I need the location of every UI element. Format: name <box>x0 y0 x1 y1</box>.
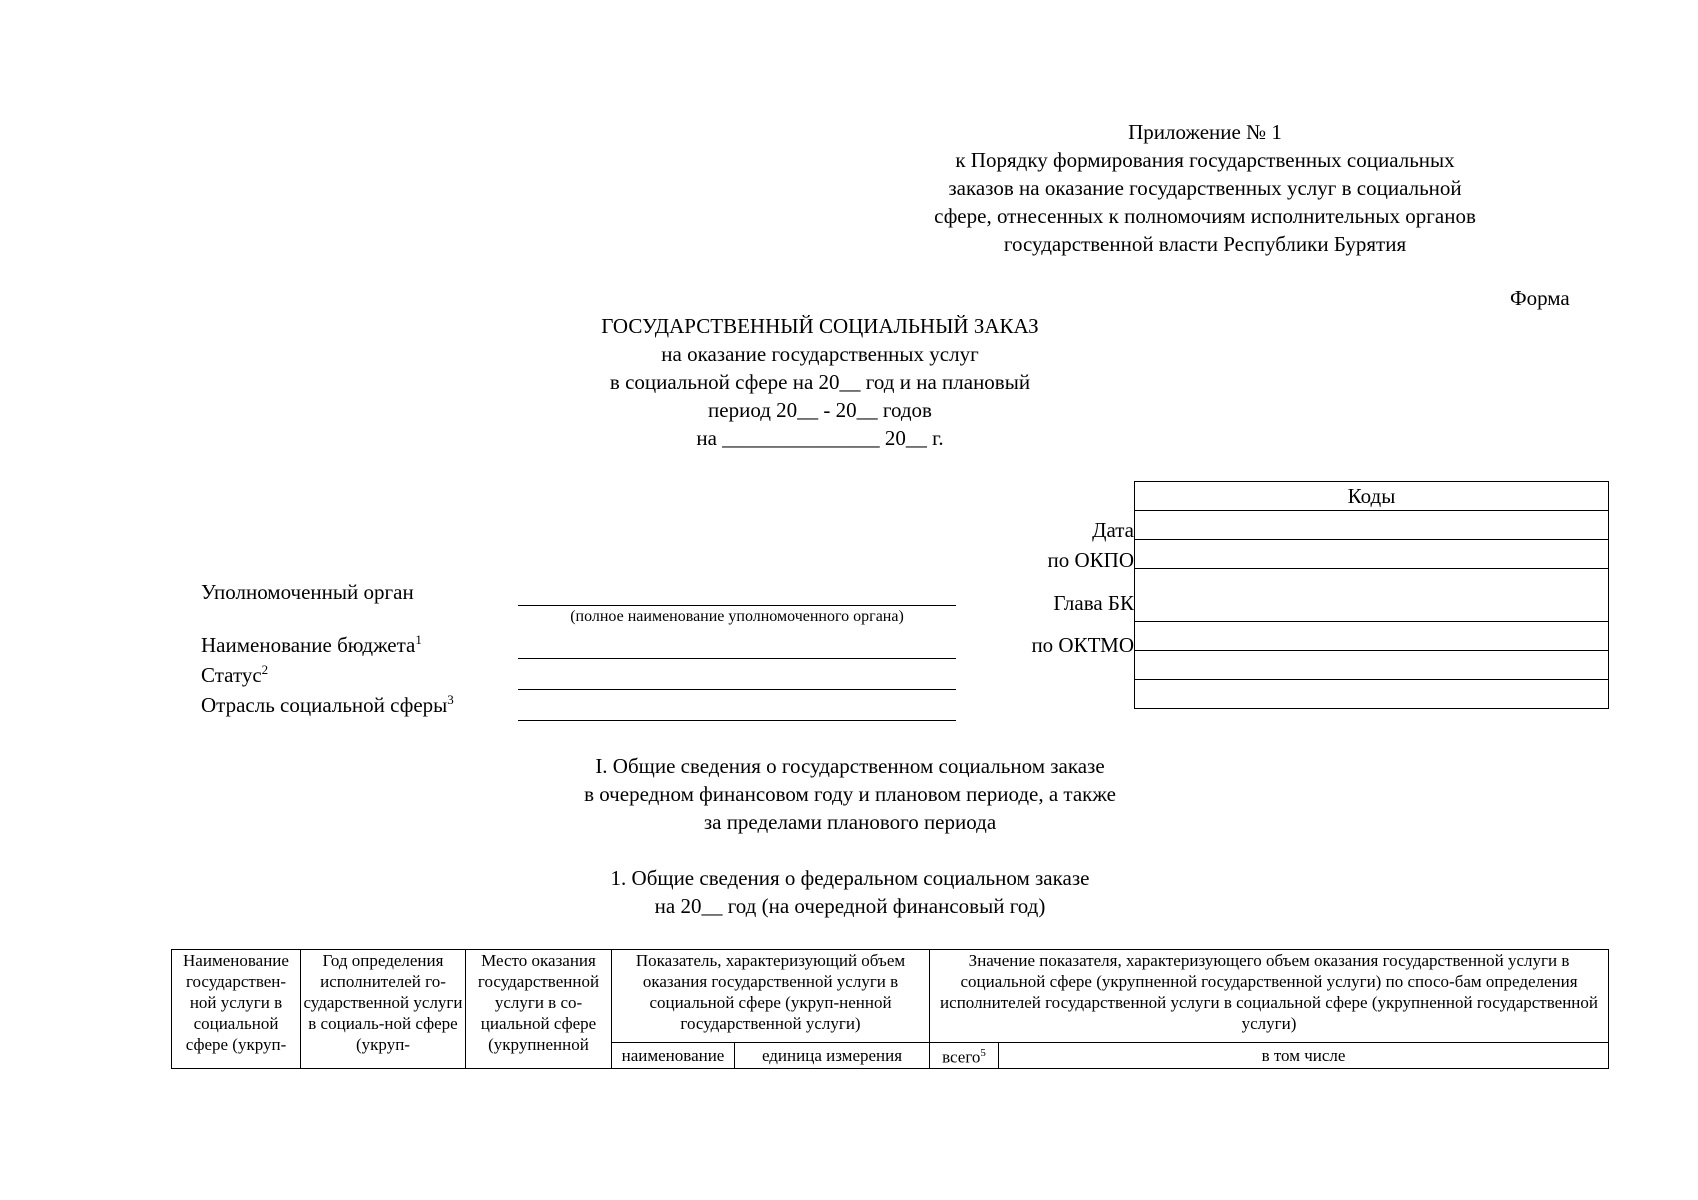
col-header-text: Место оказания государственной услуги в со-циальной сфере (укрупненной <box>477 951 600 1054</box>
budget-name-label <box>201 632 422 658</box>
subsection-heading <box>560 864 1140 920</box>
title-line: период 20__ - 20__ годов <box>708 398 932 422</box>
title-line: на _______________ 20__ г. <box>696 426 944 450</box>
codes-header: Коды <box>1135 482 1609 511</box>
section-line: за пределами планового периода <box>703 810 997 834</box>
status-label <box>201 662 268 688</box>
col-header-text: Наименование государствен-ной услуги в социальной сфере (укруп- <box>183 951 289 1054</box>
appendix-line: государственной власти Республики Бурятия <box>1003 232 1407 256</box>
section-line: в очередном финансовом году и плановом периоде, а также <box>584 782 1116 806</box>
code-cell-okpo[interactable] <box>1135 540 1609 569</box>
title-line: ГОСУДАРСТВЕННЫЙ СОЦИАЛЬНЫЙ ЗАКАЗ <box>601 314 1039 338</box>
section-heading <box>520 752 1180 836</box>
status-text: Статус <box>201 663 262 687</box>
subcol-total <box>930 1043 999 1069</box>
social-order-table <box>171 949 1609 1069</box>
subsection-line: 1. Общие сведения о федеральном социальном заказе <box>610 866 1090 890</box>
footnote-ref: 5 <box>980 1047 986 1059</box>
code-cell-date[interactable] <box>1135 511 1609 540</box>
subcol-including: в том числе <box>999 1043 1609 1069</box>
appendix-line: Приложение № 1 <box>1128 120 1282 144</box>
col-header-value: Значение показателя, характеризующего объем оказания государственной услуги в социальной сфере (укрупненной государственной услуги) по спосо-бам определения исполнителей государственной услуги в социальной сфере (укрупненной государственной услуги) <box>930 950 1609 1043</box>
code-label-bk: Глава БК <box>1053 591 1134 615</box>
appendix-line: к Порядку формирования государственных социальных <box>955 148 1455 172</box>
subcol-unit: единица измерения <box>735 1043 930 1069</box>
appendix-header <box>915 118 1495 258</box>
footnote-ref: 3 <box>447 692 454 707</box>
branch-field[interactable] <box>518 720 956 721</box>
footnote-ref: 2 <box>261 662 269 677</box>
footnote-ref: 1 <box>415 632 422 647</box>
authorized-body-hint: (полное наименование уполномоченного органа) <box>570 608 904 625</box>
col-header-service-name <box>172 950 301 1069</box>
form-label: Форма <box>1510 286 1570 310</box>
col-header-year <box>301 950 466 1069</box>
document-title <box>550 312 1090 452</box>
authorized-body-text: Уполномоченный орган <box>201 580 414 604</box>
code-cell-oktmo[interactable] <box>1135 622 1609 651</box>
code-label-oktmo: по ОКТМО <box>1031 633 1134 657</box>
status-field[interactable] <box>518 689 956 690</box>
subcol-name: наименование <box>612 1043 735 1069</box>
appendix-line: заказов на оказание государственных услуг в социальной <box>948 176 1462 200</box>
codes-table <box>1134 481 1609 709</box>
budget-name-text: Наименование бюджета <box>201 633 416 657</box>
section-line: I. Общие сведения о государственном социальном заказе <box>595 754 1105 778</box>
appendix-line: сфере, отнесенных к полномочиям исполнительных органов <box>934 204 1476 228</box>
authorized-body-label <box>201 580 414 605</box>
col-header-place <box>466 950 612 1069</box>
branch-label <box>201 692 454 718</box>
authorized-body-field[interactable] <box>518 605 956 606</box>
code-cell-extra[interactable] <box>1135 680 1609 709</box>
title-line: в социальной сфере на 20__ год и на плановый <box>609 370 1031 394</box>
title-line: на оказание государственных услуг <box>661 342 979 366</box>
code-cell-bk[interactable] <box>1135 569 1609 622</box>
code-label-date: Дата <box>1092 518 1134 542</box>
code-cell-extra[interactable] <box>1135 651 1609 680</box>
code-label-okpo: по ОКПО <box>1047 548 1134 572</box>
subcol-total-text: всего <box>942 1047 981 1067</box>
col-header-text: Год определения исполнителей го-сударственной услуги в социаль-ной сфере (укруп- <box>303 951 463 1054</box>
subsection-line: на 20__ год (на очередной финансовый год) <box>654 894 1046 918</box>
branch-text: Отрасль социальной сферы <box>201 693 448 717</box>
col-header-indicator: Показатель, характеризующий объем оказания государственной услуги в социальной сфере (укруп-ненной государственной услуги) <box>612 950 930 1043</box>
budget-name-field[interactable] <box>518 658 956 659</box>
